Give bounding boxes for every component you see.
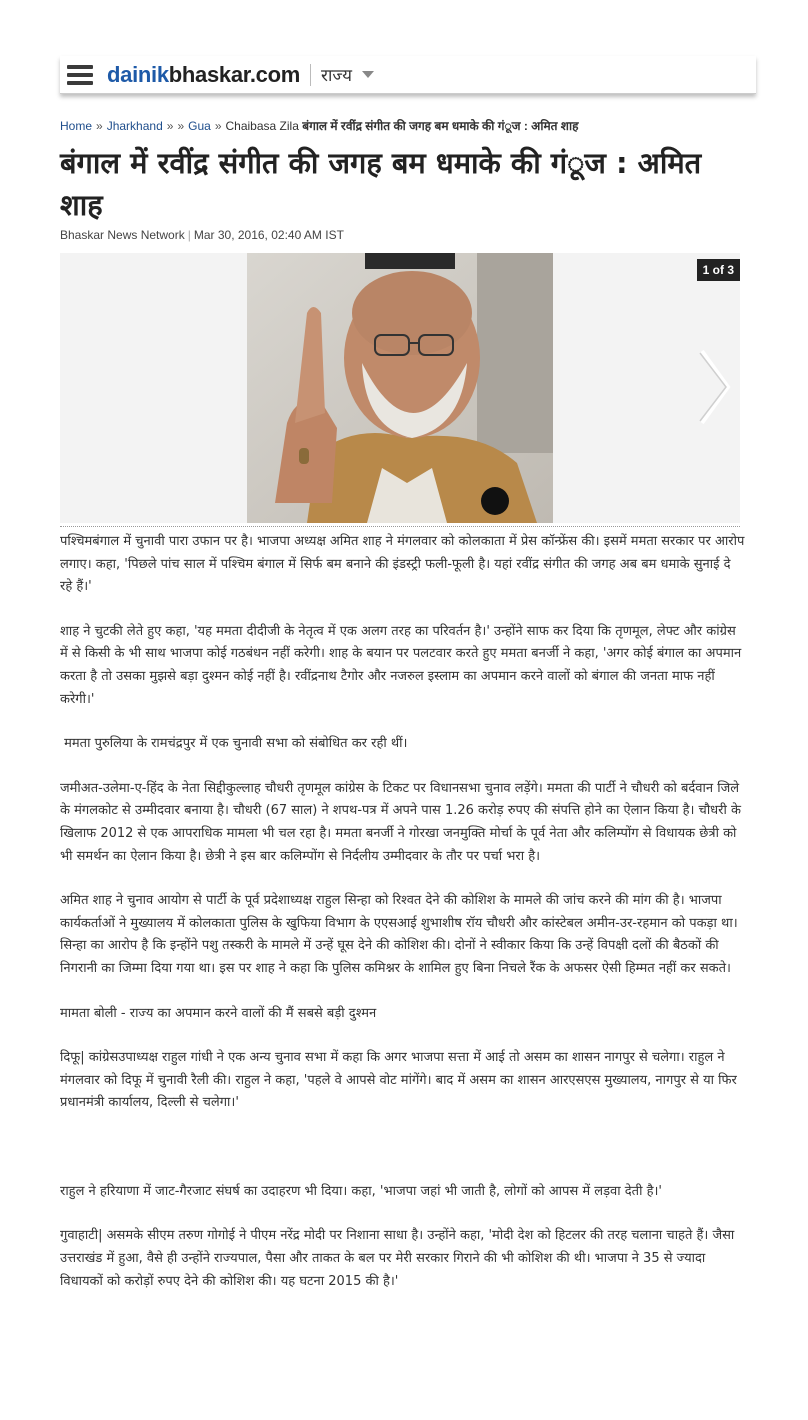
breadcrumb-jharkhand[interactable]: Jharkhand [106,119,163,133]
author: Bhaskar News Network [60,228,185,242]
section-label: राज्य [321,66,352,86]
paragraph: पश्चिमबंगाल में चुनावी पारा उफान पर है। भाजपा अध्यक्ष अमित शाह ने मंगलवार को कोलकाता में प्रेस कॉन्फ्रेंस की। इसमें ममता सरकार पर आरोप लगाए। कहा, 'पिछले पांच साल में पश्चिम बंगाल में सिर्फ बम बनाने की इंडस्ट्री फली-फूली है। यहां रवींद्र संगीत की जगह अब बम धमाके सुनाई दे रहे हैं।' [60,534,745,595]
article-photo [247,253,553,523]
breadcrumb-gua[interactable]: Gua [188,119,211,133]
breadcrumb-current: बंगाल में रवींद्र संगीत की जगह बम धमाके की गंूज : अमित शाह [302,119,579,133]
paragraph: ममता पुरुलिया के रामचंद्रपुर में एक चुनावी सभा को संबोधित कर रही थीं। [60,736,408,752]
caret-down-icon [362,71,374,78]
hamburger-menu-icon[interactable] [67,65,93,85]
paragraph: गुवाहाटी| असमके सीएम तरुण गोगोई ने पीएम नरेंद्र मोदी पर निशाना साधा है। उन्होंने कहा, 'मोदी देश को हिटलर की तरह चलाना चाहते हैं। जैसा उत्तराखंड में हुआ, वैसे ही उन्होंने राज्यपाल, पैसा और ताकत के बल पर मेरी सरकार गिराने की भी कोशिश की थी। भाजपा ने 35 से ज्यादा विधायकों को करोड़ों रुपए देने की कोशिश की। यह घटना 2015 की है।' [60,1228,735,1289]
gallery-counter: 1 of 3 [697,259,740,281]
article-body [60,531,746,1293]
paragraph: अमित शाह ने चुनाव आयोग से पार्टी के पूर्व प्रदेशाध्यक्ष राहुल सिन्हा को रिश्वत देने की कोशिश के मामले की जांच करने की मांग की है। भाजपा कार्यकर्ताओं ने मुख्यालय में कोलकाता पुलिस के खुफिया विभाग के एएसआई शुभाशीष रॉय चौधरी और कांस्टेबल अमीन-उर-रहमान को पकड़ा था। सिन्हा का आरोप है कि इन्होंने पशु तस्करी के मामले में उन्हें घूस देने की कोशिश की। दोनों ने स्वीकार किया कि उन्हें विपक्षी दलों की बैठकों की निगरानी का जिम्मा दिया गया था। इस पर शाह ने कहा कि पुलिस कमिश्नर के शामिल हुए बिना निचले रैंक के अफसर ऐसी हिम्मत नहीं कर सकते। [60,893,738,976]
paragraph: जमीअत-उलेमा-ए-हिंद के नेता सिद्दीकुल्लाह चौधरी तृणमूल कांग्रेस के टिकट पर विधानसभा चुनाव लड़ेंगे। ममता की पार्टी ने चौधरी को बर्दवान जिले के मंगलकोट से उम्मीदवार बनाया है। चौधरी (67 साल) ने शपथ-पत्र में अपने पास 1.26 करोड़ रुपए की संपत्ति होने का ऐलान किया है। चौधरी के खिलाफ 2012 से एक आपराधिक मामला भी चल रहा है। ममता बनर्जी ने गोरखा जनमुक्ति मोर्चा के पूर्व नेता और कलिम्पोंग से विधायक छेत्री को भी समर्थन का ऐलान किया है। छेत्री ने इस बार कलिम्पोंग से निर्दलीय उम्मीदवार के तौर पर पर्चा भरा है। [60,780,741,864]
paragraph: दिफू| कांग्रेसउपाध्यक्ष राहुल गांधी ने एक अन्य चुनाव सभा में कहा कि अगर भाजपा सत्ता में आई तो असम का शासन नागपुर से चलेगा। राहुल ने मंगलवार को दिफू में चुनावी रैली की। राहुल ने कहा, 'पहले वे आपसे वोट मांगेंगे। बाद में असम का शासन आरएसएस मुख्यालय, नागपुर से या फिर प्रधानमंत्री कार्यालय, दिल्ली से चलेगा।' [60,1050,737,1111]
publish-date: Mar 30, 2016, 02:40 AM IST [193,228,344,242]
article-title: बंगाल में रवींद्र संगीत की जगह बम धमाके की गंूज : अमित शाह [60,146,702,222]
section-dropdown[interactable] [321,63,374,86]
site-logo[interactable]: dainikbhaskar.com [107,61,300,87]
breadcrumb-chaibasa[interactable]: Chaibasa Zila [225,119,299,133]
byline: Bhaskar News Network | Mar 30, 2016, 02:40 AM IST [60,228,344,242]
next-arrow-icon[interactable] [696,347,732,427]
breadcrumb-home[interactable]: Home [60,119,93,133]
gallery-divider [60,526,740,527]
paragraph: शाह ने चुटकी लेते हुए कहा, 'यह ममता दीदीजी के नेतृत्व में एक अलग तरह का परिवर्तन है।' उन्होंने साफ कर दिया कि तृणमूल, लेफ्ट और कांग्रेस में से किसी के भी साथ भाजपा कोई गठबंधन नहीं करेगी। शाह के बयान पर पलटवार करते हुए ममता बनर्जी ने कहा, 'अगर कोई बंगाल का अपमान करता है तो उसका मुझसे बड़ा दुश्मन कोई नहीं है। रवींद्रनाथ टैगोर और नजरुल इस्लाम का अपमान करने वालों को बंगाल की जनता माफ नहीं करेगी।' [60,623,742,707]
photo-gallery [60,253,740,523]
header-divider [310,64,311,86]
subheading: मामता बोली - राज्य का अपमान करने वालों की मैं सबसे बड़ी दुश्मन [60,1005,377,1021]
paragraph: राहुल ने हरियाणा में जाट-गैरजाट संघर्ष का उदाहरण भी दिया। कहा, 'भाजपा जहां भी जाती है, लोगों को आपस में लड़वा देती है।' [60,1183,662,1199]
breadcrumb: Home » Jharkhand » » Gua » Chaibasa Zila बंगाल में रवींद्र संगीत की जगह बम धमाके की गंूज : अमित शाह [60,119,579,133]
site-header [60,56,756,94]
